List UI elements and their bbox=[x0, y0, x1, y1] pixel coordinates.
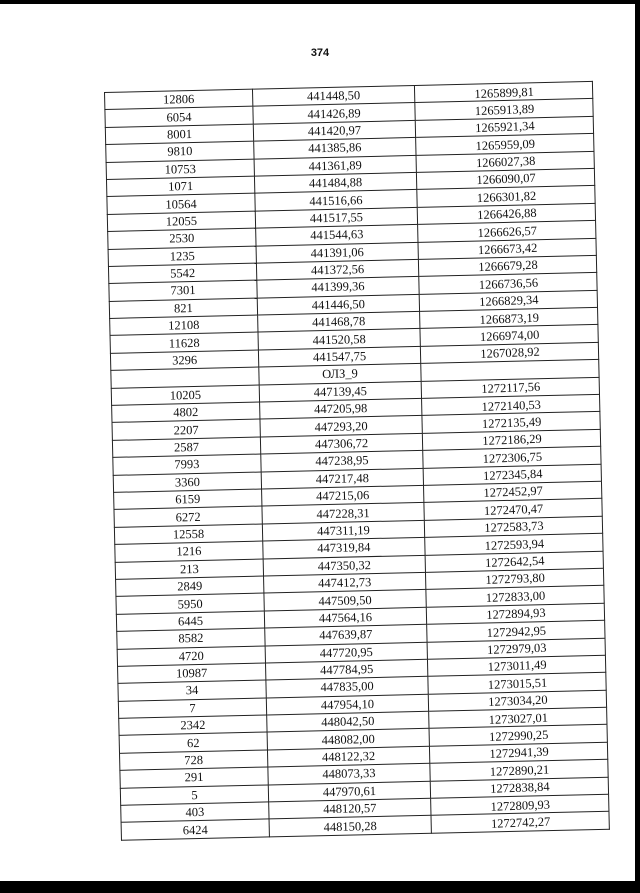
x-coordinate-cell: 441517,55 bbox=[255, 207, 417, 228]
x-coordinate-cell: 441544,63 bbox=[256, 225, 418, 246]
point-number-cell: 2530 bbox=[108, 228, 256, 249]
point-number-cell: 2207 bbox=[112, 419, 260, 440]
x-coordinate-cell: 448042,50 bbox=[267, 711, 429, 732]
y-coordinate-cell: 1272140,53 bbox=[421, 393, 600, 418]
y-coordinate-cell: 1266673,42 bbox=[418, 236, 597, 261]
point-number-cell: 403 bbox=[121, 802, 269, 823]
y-coordinate-cell: 1265899,81 bbox=[414, 80, 593, 105]
point-number-cell: 6272 bbox=[114, 506, 262, 527]
point-number-cell: 6424 bbox=[121, 819, 269, 840]
point-number-cell: 4720 bbox=[117, 645, 265, 666]
page-number: 374 bbox=[310, 47, 330, 59]
point-number-cell: 3360 bbox=[113, 472, 261, 493]
x-coordinate-cell: 448122,32 bbox=[267, 746, 429, 767]
y-coordinate-cell: 1272306,75 bbox=[423, 445, 602, 470]
y-coordinate-cell: 1266829,34 bbox=[419, 289, 598, 314]
x-coordinate-cell: 441420,97 bbox=[253, 120, 415, 141]
y-coordinate-cell: 1272942,95 bbox=[427, 619, 606, 644]
x-coordinate-cell: 447217,48 bbox=[261, 468, 423, 489]
y-coordinate-cell: 1272941,39 bbox=[429, 741, 608, 766]
point-number-cell: 5950 bbox=[116, 593, 264, 614]
x-coordinate-cell: 447293,20 bbox=[260, 416, 422, 437]
y-coordinate-cell: 1266679,28 bbox=[418, 254, 597, 279]
point-number-cell: 5542 bbox=[108, 263, 256, 284]
x-coordinate-cell: 441448,50 bbox=[252, 85, 414, 106]
point-number-cell: 12806 bbox=[105, 89, 253, 110]
y-coordinate-cell: 1272593,94 bbox=[425, 532, 604, 557]
point-number-cell: 12558 bbox=[114, 524, 262, 545]
x-coordinate-cell: 441516,66 bbox=[255, 190, 417, 211]
y-coordinate-cell: 1266301,82 bbox=[417, 184, 596, 209]
x-coordinate-cell: 447564,16 bbox=[264, 607, 426, 628]
point-number-cell: 10753 bbox=[106, 159, 254, 180]
coordinates-table-body bbox=[105, 81, 610, 840]
y-coordinate-cell: 1266974,00 bbox=[420, 323, 599, 348]
x-coordinate-cell: 447215,06 bbox=[262, 485, 424, 506]
point-number-cell: 6054 bbox=[105, 107, 253, 128]
x-coordinate-cell: 447311,19 bbox=[262, 520, 424, 541]
x-coordinate-cell: 441446,50 bbox=[257, 294, 419, 315]
x-coordinate-cell: 441520,58 bbox=[258, 329, 420, 350]
point-number-cell: 2587 bbox=[112, 437, 260, 458]
point-number-cell: 10987 bbox=[118, 663, 266, 684]
y-coordinate-cell: 1272809,93 bbox=[431, 793, 610, 818]
y-coordinate-cell: 1265921,34 bbox=[415, 115, 594, 140]
x-coordinate-cell: 448073,33 bbox=[268, 764, 430, 785]
x-coordinate-cell: 441361,89 bbox=[254, 155, 416, 176]
x-coordinate-cell: 447228,31 bbox=[262, 503, 424, 524]
x-coordinate-cell: 447509,50 bbox=[264, 590, 426, 611]
x-coordinate-cell: 447784,95 bbox=[265, 659, 427, 680]
y-coordinate-cell: 1272345,84 bbox=[423, 462, 602, 487]
point-number-cell: 1216 bbox=[115, 541, 263, 562]
section-label: ОЛЗ_9 bbox=[259, 364, 421, 385]
y-coordinate-cell: 1267028,92 bbox=[420, 341, 599, 366]
point-number-cell: 6445 bbox=[116, 611, 264, 632]
point-number-cell: 821 bbox=[109, 298, 257, 319]
y-coordinate-cell: 1266626,57 bbox=[417, 219, 596, 244]
y-coordinate-cell: 1272583,73 bbox=[424, 515, 603, 540]
x-coordinate-cell: 447412,73 bbox=[264, 572, 426, 593]
x-coordinate-cell: 441391,06 bbox=[256, 242, 418, 263]
y-coordinate-cell: 1272890,21 bbox=[430, 758, 609, 783]
y-coordinate-cell: 1266027,38 bbox=[416, 149, 595, 174]
y-coordinate-cell: 1273011,49 bbox=[427, 654, 606, 679]
y-coordinate-cell: 1273034,20 bbox=[428, 688, 607, 713]
y-coordinate-cell: 1272186,29 bbox=[422, 428, 601, 453]
scan-border-top bbox=[0, 0, 640, 4]
coordinates-table bbox=[104, 81, 610, 841]
x-coordinate-cell: 448082,00 bbox=[267, 729, 429, 750]
point-number-cell: 10564 bbox=[107, 193, 255, 214]
x-coordinate-cell: 448150,28 bbox=[269, 816, 431, 837]
point-number-cell: 2342 bbox=[119, 715, 267, 736]
x-coordinate-cell: 441547,75 bbox=[258, 346, 420, 367]
x-coordinate-cell: 447139,45 bbox=[259, 381, 421, 402]
x-coordinate-cell: 447639,87 bbox=[265, 624, 427, 645]
x-coordinate-cell: 447319,84 bbox=[263, 537, 425, 558]
point-number-cell: 5 bbox=[120, 785, 268, 806]
x-coordinate-cell: 441399,36 bbox=[257, 277, 419, 298]
coordinates-sheet bbox=[104, 81, 610, 841]
point-number-cell: 34 bbox=[118, 680, 266, 701]
point-number-cell: 7993 bbox=[113, 454, 261, 475]
x-coordinate-cell: 447954,10 bbox=[266, 694, 428, 715]
scan-border-bottom bbox=[0, 881, 640, 893]
point-number-cell: 3296 bbox=[110, 350, 258, 371]
point-number-cell: 4802 bbox=[112, 402, 260, 423]
y-coordinate-cell: 1272742,27 bbox=[431, 810, 610, 835]
y-coordinate-cell: 1265913,89 bbox=[415, 97, 594, 122]
y-coordinate-cell: 1272838,84 bbox=[430, 775, 609, 800]
y-coordinate-cell: 1272117,56 bbox=[421, 375, 600, 400]
point-number-cell: 8001 bbox=[105, 124, 253, 145]
x-coordinate-cell: 447835,00 bbox=[266, 677, 428, 698]
y-coordinate-cell: 1272793,80 bbox=[425, 567, 604, 592]
y-coordinate-cell: 1266090,07 bbox=[416, 167, 595, 192]
x-coordinate-cell: 447350,32 bbox=[263, 555, 425, 576]
point-number-cell: 1071 bbox=[106, 176, 254, 197]
y-coordinate-cell: 1272990,25 bbox=[429, 723, 608, 748]
scan-border-right bbox=[635, 0, 640, 893]
point-number-cell: 12108 bbox=[110, 315, 258, 336]
point-number-cell: 8582 bbox=[117, 628, 265, 649]
x-coordinate-cell: 441372,56 bbox=[256, 259, 418, 280]
point-number-cell: 1235 bbox=[108, 246, 256, 267]
y-coordinate-cell: 1266736,56 bbox=[419, 271, 598, 296]
y-coordinate-cell: 1272833,00 bbox=[426, 584, 605, 609]
point-number-cell: 7301 bbox=[109, 280, 257, 301]
y-coordinate-cell: 1266426,88 bbox=[417, 202, 596, 227]
point-number-cell: 213 bbox=[115, 559, 263, 580]
x-coordinate-cell: 447205,98 bbox=[260, 398, 422, 419]
point-number-cell: 11628 bbox=[110, 333, 258, 354]
x-coordinate-cell: 441385,86 bbox=[254, 138, 416, 159]
x-coordinate-cell: 447306,72 bbox=[260, 433, 422, 454]
x-coordinate-cell: 447970,61 bbox=[268, 781, 430, 802]
y-coordinate-cell: 1272470,47 bbox=[424, 497, 603, 522]
y-coordinate-cell: 1272135,49 bbox=[422, 410, 601, 435]
y-coordinate-cell: 1265959,09 bbox=[416, 132, 595, 157]
y-coordinate-cell: 1273027,01 bbox=[429, 706, 608, 731]
point-number-cell: 9810 bbox=[106, 141, 254, 162]
x-coordinate-cell: 447720,95 bbox=[265, 642, 427, 663]
point-number-cell: 728 bbox=[120, 750, 268, 771]
x-coordinate-cell: 441468,78 bbox=[258, 311, 420, 332]
point-number-cell: 10205 bbox=[111, 385, 259, 406]
y-coordinate-cell: 1272452,97 bbox=[423, 480, 602, 505]
point-number-cell: 7 bbox=[118, 698, 266, 719]
x-coordinate-cell: 448120,57 bbox=[269, 798, 431, 819]
x-coordinate-cell: 447238,95 bbox=[261, 451, 423, 472]
y-coordinate-cell: 1272894,93 bbox=[426, 601, 605, 626]
point-number-cell: 62 bbox=[119, 732, 267, 753]
point-number-cell: 12055 bbox=[107, 211, 255, 232]
x-coordinate-cell: 441426,89 bbox=[253, 103, 415, 124]
point-number-cell: 6159 bbox=[114, 489, 262, 510]
y-coordinate-cell: 1266873,19 bbox=[419, 306, 598, 331]
x-coordinate-cell: 441484,88 bbox=[254, 172, 416, 193]
point-number-cell: 2849 bbox=[116, 576, 264, 597]
y-coordinate-cell: 1272642,54 bbox=[425, 549, 604, 574]
y-coordinate-cell: 1272979,03 bbox=[427, 636, 606, 661]
point-number-cell: 291 bbox=[120, 767, 268, 788]
y-coordinate-cell: 1273015,51 bbox=[428, 671, 607, 696]
